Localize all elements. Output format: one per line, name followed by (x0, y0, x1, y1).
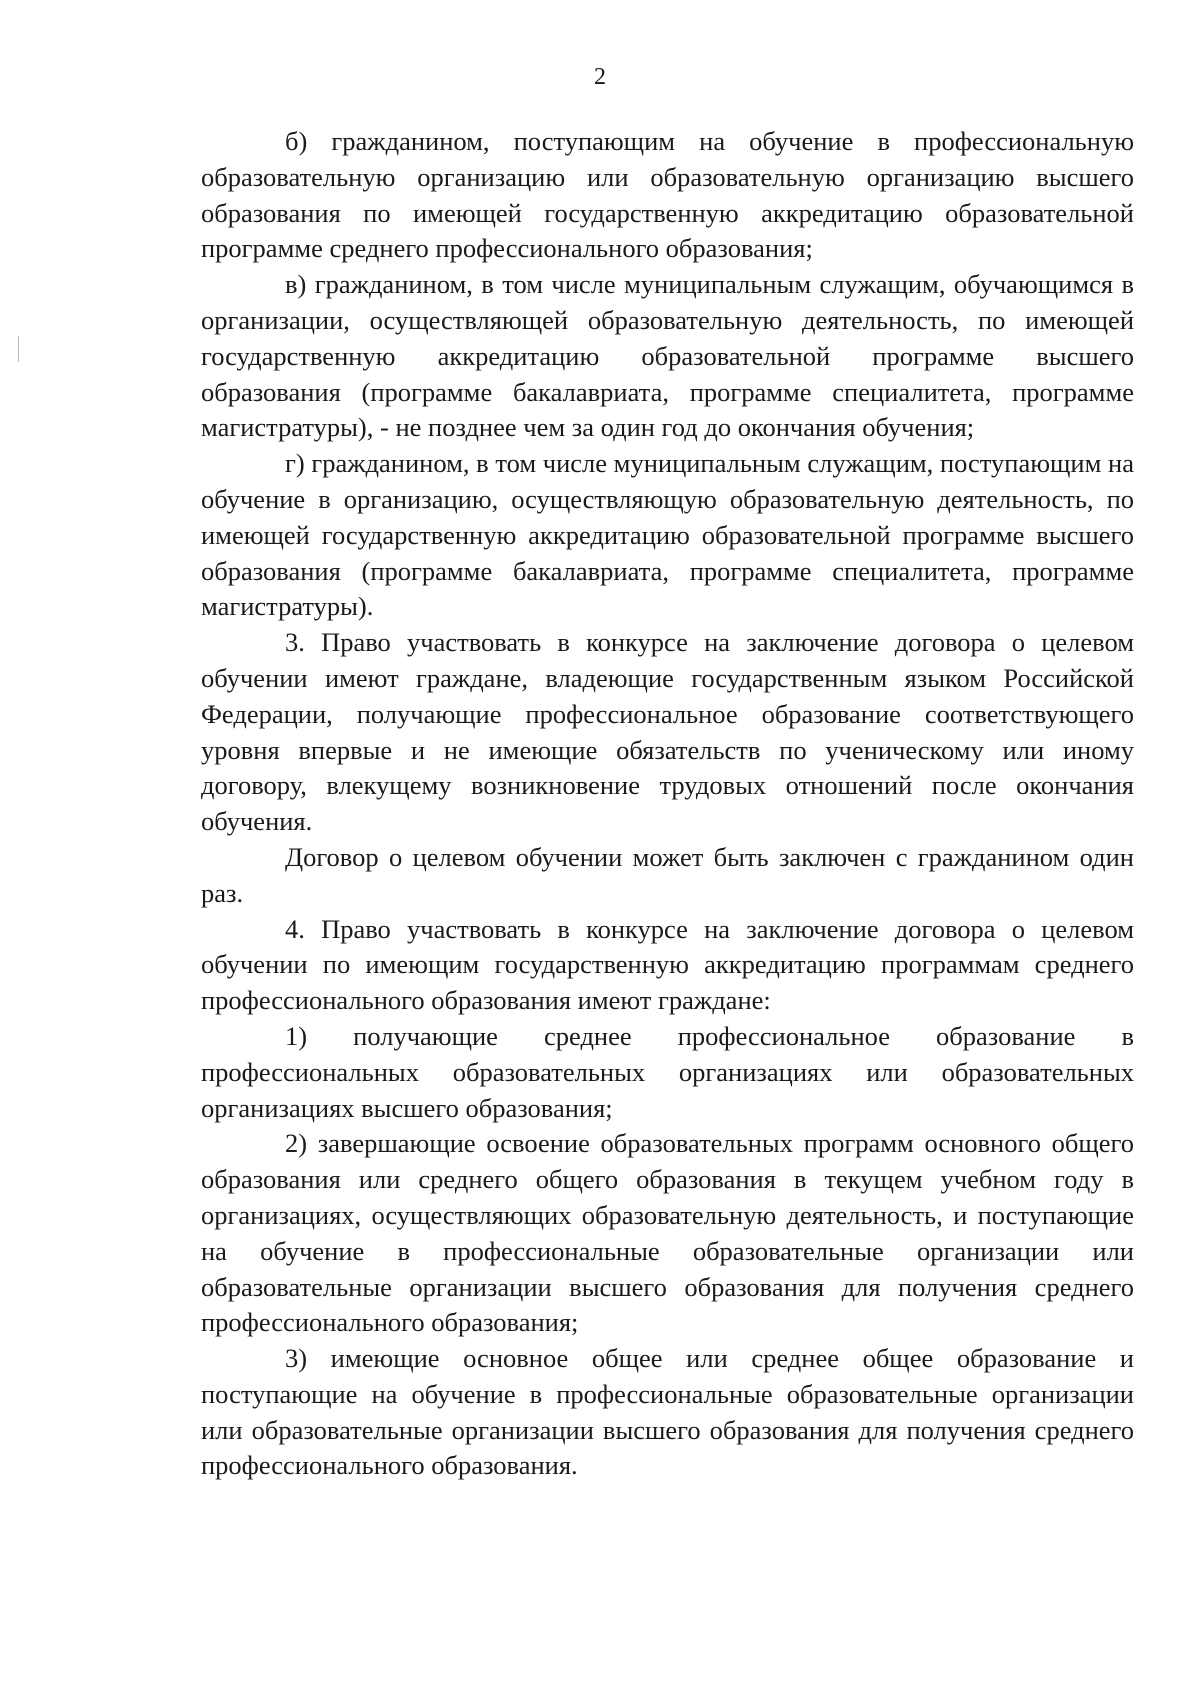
paragraph-clause-4: 4. Право участвовать в конкурсе на заключение договора о целевом обучении по имеющим государственную аккредитацию программам среднего профессионального образования имеют граждане: (201, 913, 1134, 1016)
document-body (201, 124, 1134, 1484)
scan-artifact-mark (18, 336, 19, 362)
paragraph-item-v: в) гражданином, в том числе муниципальным служащим, обучающимся в организации, осуществляющей образовательную деятельность, по имеющей государственную аккредитацию образовательной программе высшего образования (программе бакалавриата, программе специалитета, программе магистратуры), - не позднее чем за один год до окончания обучения; (201, 269, 1134, 443)
paragraph-item-2: 2) завершающие освоение образовательных программ основного общего образования или среднего общего образования в текущем учебном году в организациях, осуществляющих образовательную деятельность, и поступающие на обучение в профессиональные образовательные организации или образовательные организации высшего образования для получения среднего профессионального образования; (201, 1128, 1134, 1338)
paragraph-item-3: 3) имеющие основное общее или среднее общее образование и поступающие на обучение в профессиональные образовательные организации или образовательные организации высшего образования для получения среднего профессионального образования. (201, 1343, 1134, 1481)
paragraph-contract-once: Договор о целевом обучении может быть заключен с гражданином один раз. (201, 841, 1134, 908)
paragraph-clause-3: 3. Право участвовать в конкурсе на заключение договора о целевом обучении имеют граждане, владеющие государственным языком Российской Федерации, получающие профессиональное образование соответствующего уровня впервые и не имеющие обязательств по ученическому или иному договору, влекущему возникновение трудовых отношений после окончания обучения. (201, 627, 1134, 837)
paragraph-item-g: г) гражданином, в том числе муниципальным служащим, поступающим на обучение в организацию, осуществляющую образовательную деятельность, по имеющей государственную аккредитацию образовательной программе высшего образования (программе бакалавриата, программе специалитета, программе магистратуры). (201, 448, 1134, 622)
paragraph-item-1: 1) получающие среднее профессиональное образование в профессиональных образовательных организациях или образовательных организациях высшего образования; (201, 1020, 1134, 1123)
page-number: 2 (594, 64, 606, 90)
paragraph-item-b: б) гражданином, поступающим на обучение в профессиональную образовательную организацию или образовательную организацию высшего образования по имеющей государственную аккредитацию образовательной программе среднего профессионального образования; (201, 126, 1134, 264)
